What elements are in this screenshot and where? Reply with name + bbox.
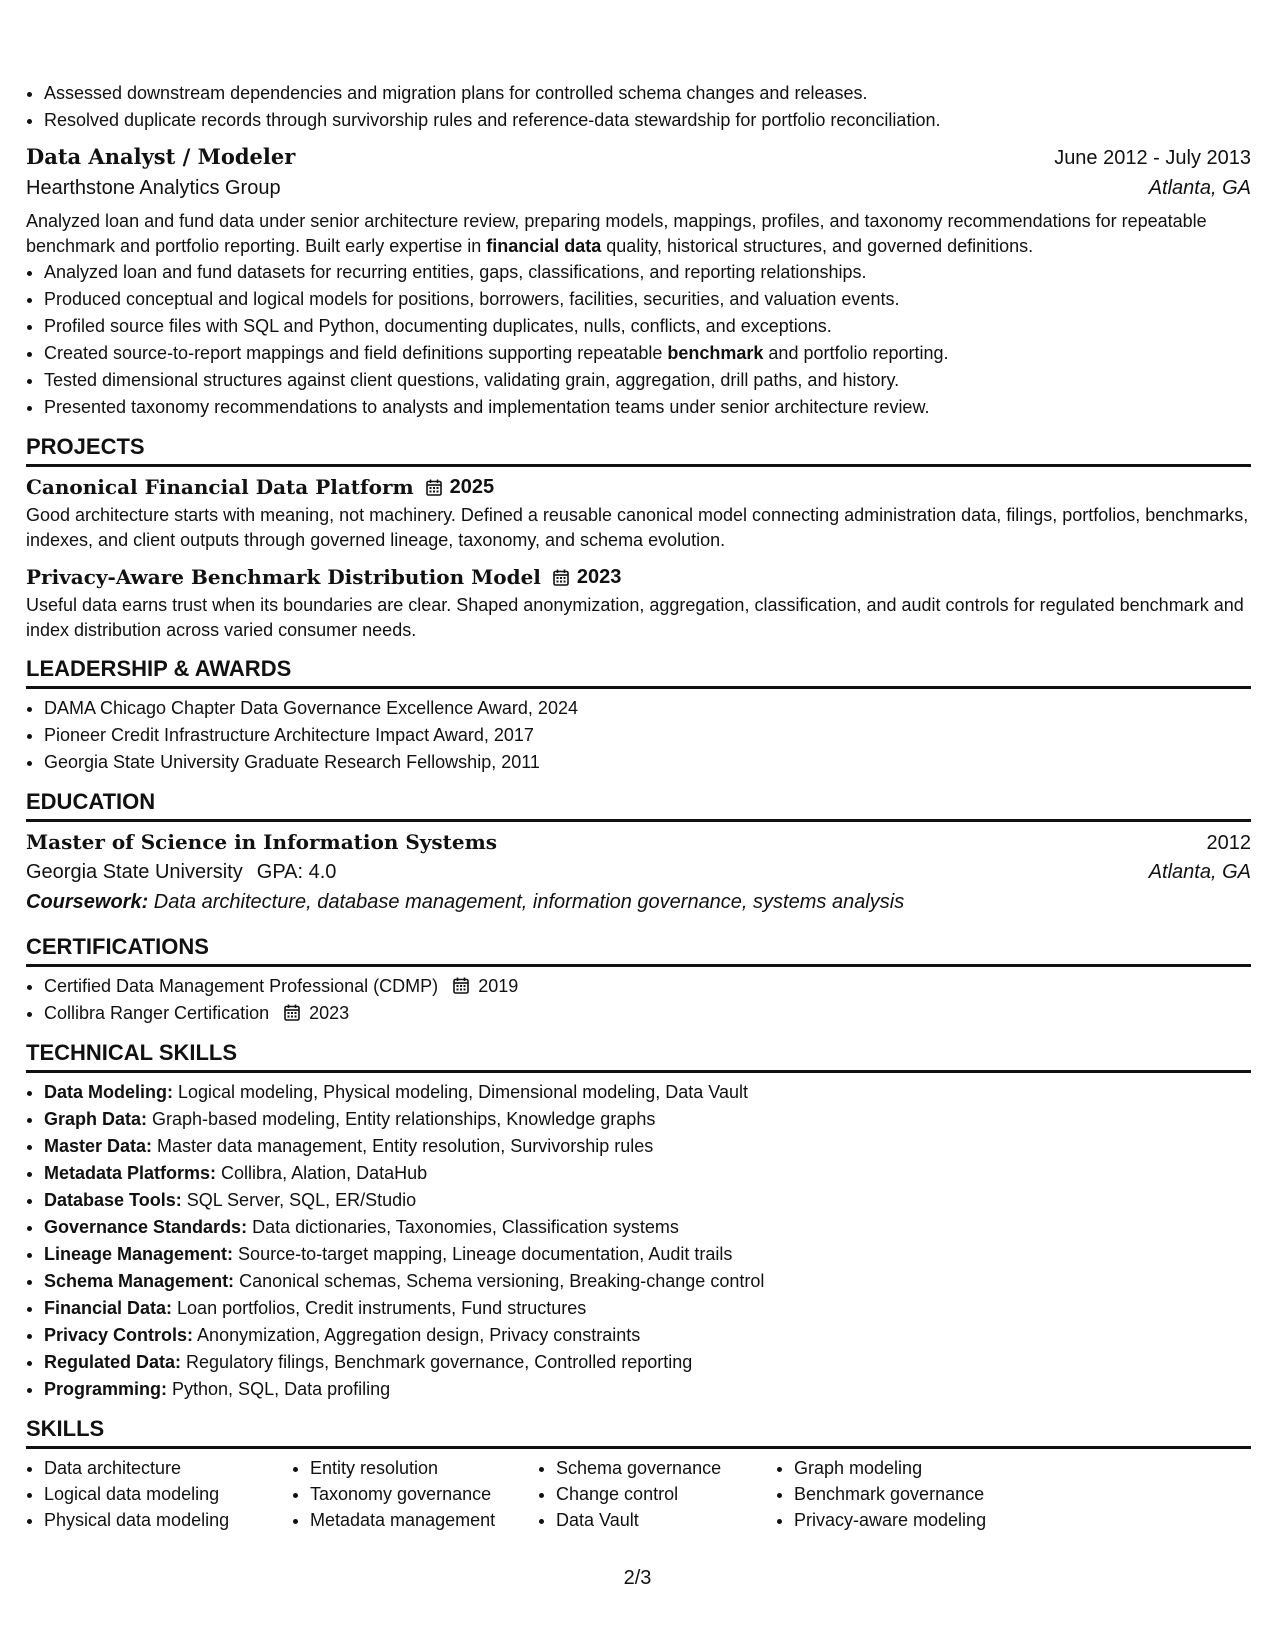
list-item: • Benchmark governance [794, 1481, 1094, 1507]
list-item [44, 973, 1251, 1000]
list-item: • Assessed downstream dependencies and migration plans for controlled schema changes and releases. [44, 80, 1251, 107]
degree-year: 2012 [1206, 832, 1251, 854]
coursework-label: Coursework: [26, 891, 149, 913]
list-item: • Master Data: Master data management, Entity resolution, Survivorship rules [44, 1133, 1251, 1160]
cert-year: 2019 [478, 976, 519, 996]
section-heading: SKILLS [26, 1415, 1251, 1449]
list-item: • Resolved duplicate records through survivorship rules and reference-data stewardship for portfolio reconciliation. [44, 107, 1251, 134]
list-item: • Graph Data: Graph-based modeling, Entity relationships, Knowledge graphs [44, 1106, 1251, 1133]
skills-column [776, 1455, 1094, 1533]
calendar-icon [453, 977, 469, 994]
calendar-icon [426, 479, 442, 496]
list-item: • Financial Data: Loan portfolios, Credit instruments, Fund structures [44, 1295, 1251, 1322]
skills-section [26, 1415, 1251, 1533]
school-location: Atlanta, GA [1148, 861, 1251, 883]
list-item: • Presented taxonomy recommendations to analysts and implementation teams under senior architecture review. [44, 394, 1251, 421]
job-company: Hearthstone Analytics Group [26, 177, 281, 199]
section-heading: LEADERSHIP & AWARDS [26, 655, 1251, 689]
list-item: • Privacy-aware modeling [794, 1507, 1094, 1533]
gpa: GPA: 4.0 [256, 861, 337, 883]
list-item: • Privacy Controls: Anonymization, Aggregation design, Privacy constraints [44, 1322, 1251, 1349]
section-heading: PROJECTS [26, 433, 1251, 467]
section-heading: CERTIFICATIONS [26, 933, 1251, 967]
awards-list [26, 695, 1251, 776]
job-dates: June 2012 - July 2013 [1054, 147, 1251, 169]
list-item: • Metadata management [310, 1507, 538, 1533]
prev-job-bullets [26, 80, 1251, 134]
skills-columns [26, 1455, 1251, 1533]
list-item: • Programming: Python, SQL, Data profiling [44, 1376, 1251, 1403]
coursework: Coursework: Data architecture, database management, information governance, systems analysis [26, 891, 905, 913]
list-item: • Profiled source files with SQL and Python, documenting duplicates, nulls, conflicts, and exceptions. [44, 313, 1251, 340]
list-item: • Entity resolution [310, 1455, 538, 1481]
list-item: • Pioneer Credit Infrastructure Architecture Impact Award, 2017 [44, 722, 1251, 749]
certifications-section [26, 933, 1251, 1027]
list-item: • Regulated Data: Regulatory filings, Benchmark governance, Controlled reporting [44, 1349, 1251, 1376]
skills-column [26, 1455, 292, 1533]
job-summary: Analyzed loan and fund data under senior architecture review, preparing models, mappings, profiles, and taxonomy recommendations for repeatable benchmark and portfolio reporting. Built early expertise in financial data quality, historical structures, and governed definitions. [26, 211, 1207, 256]
list-item: • Tested dimensional structures against client questions, validating grain, aggregation, drill paths, and history. [44, 367, 1251, 394]
project-year: 2023 [576, 566, 622, 588]
project-entry [26, 473, 1251, 553]
list-item: • Data Modeling: Logical modeling, Physical modeling, Dimensional modeling, Data Vault [44, 1079, 1251, 1106]
list-item: • DAMA Chicago Chapter Data Governance Excellence Award, 2024 [44, 695, 1251, 722]
awards-section [26, 655, 1251, 776]
list-item: • Produced conceptual and logical models for positions, borrowers, facilities, securities, and valuation events. [44, 286, 1251, 313]
section-heading: EDUCATION [26, 788, 1251, 822]
project-title: Canonical Financial Data Platform [26, 475, 414, 499]
resume-page [26, 80, 1251, 1533]
job-entry [26, 142, 1251, 421]
page-number: 2/3 [623, 1567, 652, 1589]
list-item: • Data architecture [44, 1455, 292, 1481]
list-item: • Schema Management: Canonical schemas, Schema versioning, Breaking-change control [44, 1268, 1251, 1295]
list-item: • Data Vault [556, 1507, 776, 1533]
project-description: Good architecture starts with meaning, not machinery. Defined a reusable canonical model connecting administration data, filings, portfolios, benchmarks, indexes, and client outputs through governed lineage, taxonomy, and schema evolution. [26, 505, 1249, 550]
project-year: 2025 [449, 476, 495, 498]
degree-title: Master of Science in Information Systems [26, 830, 498, 854]
cert-name: Collibra Ranger Certification [44, 1003, 270, 1023]
certifications-list [26, 973, 1251, 1027]
list-item: • Created source-to-report mappings and field definitions supporting repeatable benchmark and portfolio reporting. [44, 340, 1251, 367]
job-location: Atlanta, GA [1148, 177, 1251, 199]
project-description: Useful data earns trust when its boundaries are clear. Shaped anonymization, aggregation, classification, and audit controls for regulated benchmark and index distribution across varied consumer needs. [26, 595, 1244, 640]
cert-year: 2023 [309, 1003, 350, 1023]
calendar-icon [553, 569, 569, 586]
list-item: • Physical data modeling [44, 1507, 292, 1533]
section-heading: TECHNICAL SKILLS [26, 1039, 1251, 1073]
technical-skills-list [26, 1079, 1251, 1403]
list-item: • Schema governance [556, 1455, 776, 1481]
list-item: • Georgia State University Graduate Research Fellowship, 2011 [44, 749, 1251, 776]
cert-name: Certified Data Management Professional (CDMP) [44, 976, 439, 996]
project-title: Privacy-Aware Benchmark Distribution Model [26, 565, 541, 589]
education-section [26, 788, 1251, 917]
list-item: • Lineage Management: Source-to-target mapping, Lineage documentation, Audit trails [44, 1241, 1251, 1268]
school-name: Georgia State University [26, 861, 243, 883]
calendar-icon [284, 1004, 300, 1021]
skills-column [538, 1455, 776, 1533]
skills-column [292, 1455, 538, 1533]
list-item: • Governance Standards: Data dictionaries, Taxonomies, Classification systems [44, 1214, 1251, 1241]
list-item: • Logical data modeling [44, 1481, 292, 1507]
list-item: • Taxonomy governance [310, 1481, 538, 1507]
list-item [44, 1000, 1251, 1027]
projects-section [26, 433, 1251, 643]
project-entry [26, 563, 1251, 643]
job-bullets [26, 259, 1251, 421]
list-item: • Metadata Platforms: Collibra, Alation, DataHub [44, 1160, 1251, 1187]
job-title: Data Analyst / Modeler [26, 144, 296, 169]
technical-skills-section [26, 1039, 1251, 1403]
list-item: • Analyzed loan and fund datasets for recurring entities, gaps, classifications, and reporting relationships. [44, 259, 1251, 286]
list-item: • Graph modeling [794, 1455, 1094, 1481]
list-item: • Change control [556, 1481, 776, 1507]
list-item: • Database Tools: SQL Server, SQL, ER/Studio [44, 1187, 1251, 1214]
